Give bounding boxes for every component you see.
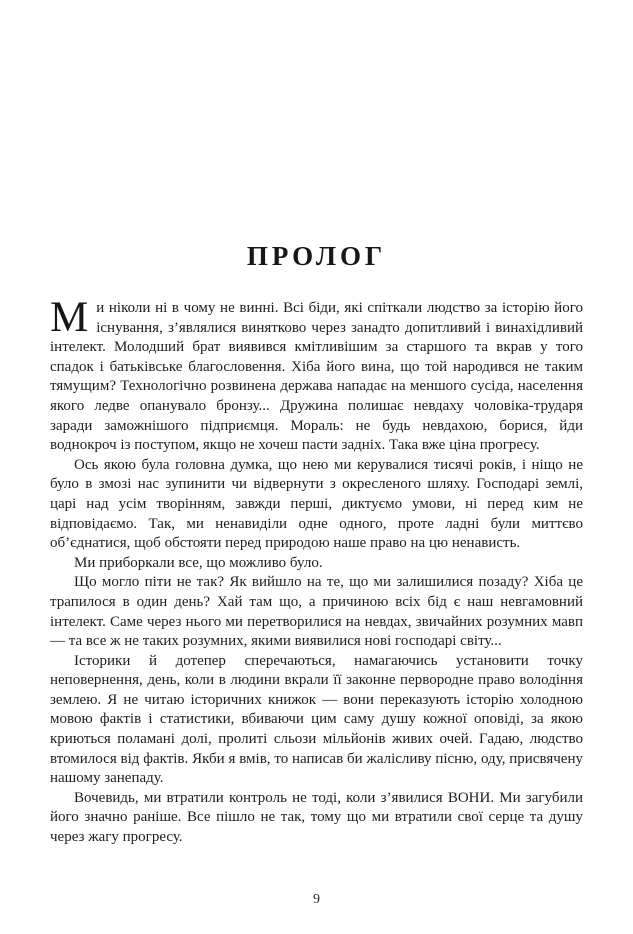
chapter-title: ПРОЛОГ (246, 241, 387, 271)
paragraph: Вочевидь, ми втратили контроль не тоді, коли з’явилися ВОНИ. Ми загубили його значно раніше. Все пішло не так, тому що ми втратили свої серце та душу через жагу прогресу. (50, 789, 583, 846)
page-number: 9 (313, 892, 320, 907)
paragraph: Ось якою була головна думка, що нею ми керувалися тисячі років, і ніщо не було в змозі нас зупинити чи відвернути з окресленого шляху. Господарі землі, царі над усім творінням, завжди перші, диктуємо умови, ні перед ким не відповідаємо. Так, ми ненавиділи одне одного, проте ладні були миттєво об’єднатися, щоб обстояти перед природою наше право на цю ненависть. (50, 456, 583, 552)
drop-cap: М (50, 294, 89, 341)
paragraph: Історики й дотепер сперечаються, намагаючись установити точку неповернення, день, коли в людини вкрали її законне первородне право володіння землею. Я не читаю історичних книжок — вони переказують історію холодною мовою фактів і статистики, вбиваючи цим саму душу кожної оповіді, за якою криються поламані долі, пролиті сльози мільйонів живих очей. Гадаю, людство втомилося від фактів. Якби я вмів, то написав би жалісливу пісню, оду, присвячену нашому занепаду. (50, 652, 583, 787)
paragraph: Що могло піти не так? Як вийшло на те, що ми залишилися позаду? Хіба це трапилося в один день? Хай там що, а причиною всіх бід є наш невгамовний інтелект. Саме через нього ми перетворилися на невдах, звичайних розумних мавп — та все ж не таких розумних, якими виявилися нові господарі світу... (50, 574, 583, 650)
page-body (50, 294, 583, 848)
paragraph: Ми приборкали все, що можливо було. (74, 554, 323, 571)
paragraph-text: и ніколи ні в чому не винні. Всі біди, які спіткали людство за історію його існування, з’являлися винятково через занадто допитливий і винахідливий інтелект. Молодший брат виявився кмітливішим за старшого та вкрав у того спадок і батьківське благословення. Хіба його вина, що той народився не таким тямущим? Технологічно розвинена держава нападає на меншого сусіда, населення якого ледве опанувало бронзу... Дружина полишає невдаху чоловіка-трударя заради заможнішого підприємця. Мораль: не будь невдахою, борися, йди воднокроч із поступом, якщо не хочеш пасти задніх. Така вже ціна прогресу. (50, 300, 583, 454)
paragraph (50, 294, 583, 456)
